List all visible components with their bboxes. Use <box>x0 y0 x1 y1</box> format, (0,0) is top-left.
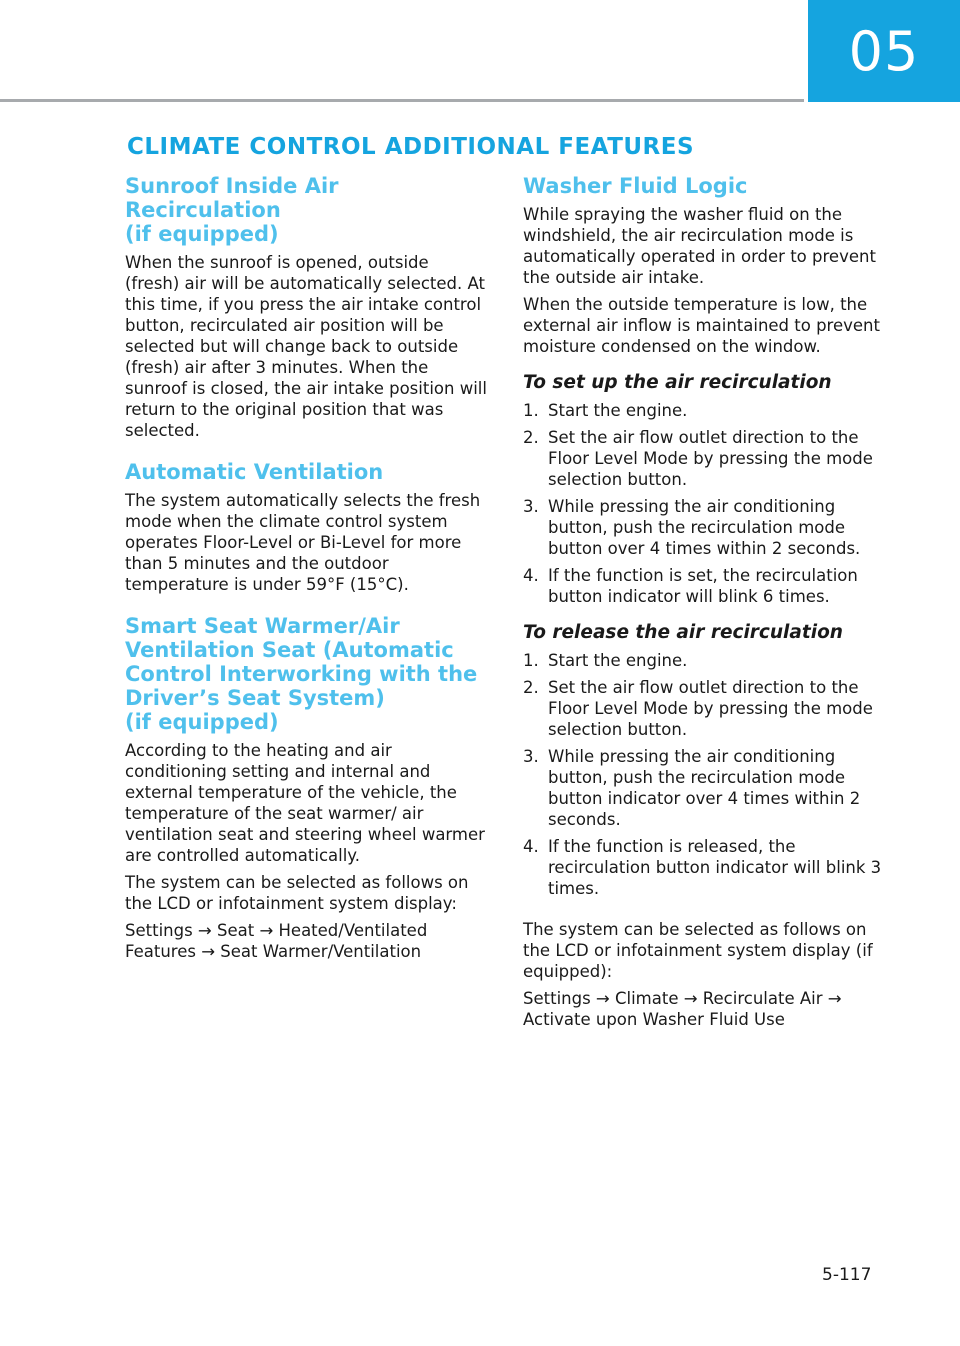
header-rule <box>0 99 804 102</box>
setup-steps <box>523 400 885 607</box>
washer-body-1: While spraying the washer fluid on the windshield, the air recirculation mode is automatically operated in order to prevent the outside air intake. <box>523 205 876 287</box>
list-item: 4. If the function is released, the recirculation button indicator will blink 3 times. <box>523 837 882 898</box>
right-column <box>523 174 885 1036</box>
left-column <box>125 174 487 968</box>
release-steps <box>523 650 885 899</box>
chapter-tab: 05 <box>808 0 960 102</box>
ventilation-body: The system automatically selects the fresh mode when the climate control system operates Floor-Level or Bi-Level for more than 5 minutes and the outdoor temperature is under 59°F (15°C). <box>125 491 481 594</box>
system-text: The system can be selected as follows on the LCD or infotainment system display (if equipped): <box>523 920 873 981</box>
list-item: 1. Start the engine. <box>523 401 688 420</box>
washer-body-2: When the outside temperature is low, the external air inflow is maintained to prevent moisture condensed on the window. <box>523 295 880 356</box>
seat-body-1: According to the heating and air conditioning setting and internal and external temperature of the vehicle, the temperature of the seat warmer/ air ventilation seat and steering wheel warmer are controlled automatically. <box>125 741 485 865</box>
sunroof-heading: Sunroof Inside Air Recirculation (if equipped) <box>125 174 339 246</box>
list-item: 2. Set the air flow outlet direction to the Floor Level Mode by pressing the mode selection button. <box>523 428 873 489</box>
seat-heading: Smart Seat Warmer/Air Ventilation Seat (Automatic Control Interworking with the Driver’s Seat System) (if equipped) <box>125 614 478 734</box>
setup-heading: To set up the air recirculation <box>523 372 832 393</box>
climate-settings-path: Settings → Climate → Recirculate Air → Activate upon Washer Fluid Use <box>523 989 842 1029</box>
ventilation-heading: Automatic Ventilation <box>125 460 384 484</box>
release-heading: To release the air recirculation <box>523 622 843 643</box>
page-number: 5-117 <box>822 1265 872 1285</box>
list-item: 3. While pressing the air conditioning button, push the recirculation mode button indicator over 4 times within 2 seconds. <box>523 747 861 829</box>
washer-heading: Washer Fluid Logic <box>523 174 748 198</box>
sunroof-body: When the sunroof is opened, outside (fresh) air will be automatically selected. At this time, if you press the air intake control button, recirculated air position will be selected but will change back to outside (fresh) air after 3 minutes. When the sunroof is closed, the air intake position will return to the original position that was selected. <box>125 253 487 440</box>
seat-body-2: The system can be selected as follows on the LCD or infotainment system display: <box>125 873 469 913</box>
section-title: CLIMATE CONTROL ADDITIONAL FEATURES <box>127 134 695 160</box>
list-item: 4. If the function is set, the recirculation button indicator will blink 6 times. <box>523 566 858 606</box>
list-item: 1. Start the engine. <box>523 651 688 670</box>
list-item: 2. Set the air flow outlet direction to the Floor Level Mode by pressing the mode selection button. <box>523 678 873 739</box>
seat-settings-path: Settings → Seat → Heated/Ventilated Features → Seat Warmer/Ventilation <box>125 921 428 961</box>
list-item: 3. While pressing the air conditioning button, push the recirculation mode button over 4 times within 2 seconds. <box>523 497 861 558</box>
